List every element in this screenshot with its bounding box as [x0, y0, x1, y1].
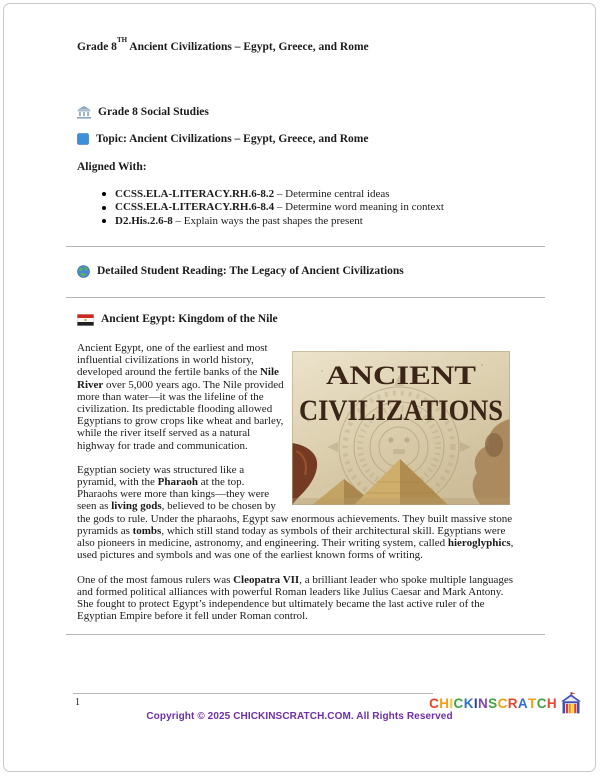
document-page [3, 3, 596, 772]
reading-header [77, 265, 522, 278]
schoolhouse-icon [560, 692, 582, 714]
standard-item: D2.His.2.6-8 – Explain ways the past shapes the present [115, 215, 522, 228]
logo-letter: R [507, 695, 518, 711]
divider [66, 246, 545, 247]
doc-title-prefix: Grade 8 [77, 40, 117, 53]
logo-letter: T [528, 695, 537, 711]
egypt-flag-icon [77, 314, 94, 326]
footer-divider [73, 693, 433, 694]
poster-title-line1: ANCIENT [326, 361, 476, 391]
logo-letter: C [536, 695, 547, 711]
topic-line [77, 133, 522, 146]
logo-letter: S [488, 695, 498, 711]
standard-item: CCSS.ELA-LITERACY.RH.6-8.2 – Determine central ideas [115, 188, 522, 201]
copyright-text: Copyright © 2025 CHICKINSCRATCH.COM. All Rights Reserved [146, 711, 453, 722]
poster-image [292, 351, 510, 505]
logo-letter: K [463, 695, 474, 711]
topic-label: Topic: Ancient Civilizations – Egypt, Greece, and Rome [96, 132, 369, 145]
doc-title-rest: Ancient Civilizations – Egypt, Greece, and Rome [127, 40, 369, 53]
logo-letter: H [546, 695, 557, 711]
logo-letter: C [453, 695, 464, 711]
logo-letter: A [517, 695, 529, 711]
page-content [4, 4, 595, 635]
standard-item: CCSS.ELA-LITERACY.RH.6-8.4 – Determine word meaning in context [115, 201, 522, 214]
poster-title-line2: CIVILIZATIONS [299, 394, 503, 428]
course-label: Grade 8 Social Studies [98, 105, 209, 118]
chickinscratch-logo [429, 692, 582, 714]
section-heading [77, 313, 522, 326]
doc-title-superscript: TH [116, 35, 128, 44]
doc-title [77, 37, 522, 54]
logo-letter: C [429, 695, 440, 711]
course-line [77, 106, 522, 119]
logo-letter: N [478, 695, 489, 711]
paragraph-nile: Ancient Egypt, one of the earliest and most influential civilizations in world history, developed around the fertile banks of the Nile River over 5,000 years ago. The Nile provided more than water—it was the lifeline of the civilization. Its predictable flooding allowed Egyptians to grow crops like wheat and barley, while the river itself served as a natural highway for trade and communication. [77, 342, 284, 452]
paragraph-society: Egyptian society was structured like a pyramid, with the Pharaoh at the top. Pharaohs were more than kings—they were seen as living gods, believed to be chosen by the gods to rule. Under the pharaohs, Egypt saw enormous achievements. They built massive stone pyramids as tombs, which still stand today as symbols of their architectural skill. Egyptians were also pioneers in medicine, astronomy, and engineering. Their writing system, called hieroglyphics, used pictures and symbols and was one of the earliest known forms of writing. [77, 463, 514, 562]
logo-letter: H [439, 695, 450, 711]
logo-wordmark [429, 693, 557, 714]
paragraph-cleopatra: One of the most famous rulers was Cleopatra VII, a brilliant leader who spoke multiple languages and formed political alliances with powerful Roman leaders like Julius Caesar and Mark Antony. She fought to protect Egypt’s independence but ultimately became the last active ruler of the Egyptian Empire before it fell under Roman control. [77, 573, 514, 623]
standards-list [77, 188, 522, 228]
blue-square-icon [77, 133, 89, 145]
reading-body [77, 342, 522, 622]
aligned-with-label: Aligned With: [77, 160, 147, 173]
logo-letter: C [497, 695, 508, 711]
logo-letter: I [449, 695, 454, 711]
globe-icon [77, 265, 90, 278]
reading-header-label: Detailed Student Reading: The Legacy of Ancient Civilizations [97, 265, 404, 278]
page-number: 1 [75, 697, 80, 708]
section-heading-label: Ancient Egypt: Kingdom of the Nile [101, 313, 278, 326]
bank-icon [77, 106, 91, 119]
logo-letter: I [473, 695, 478, 711]
divider [66, 634, 545, 635]
divider [66, 297, 545, 298]
